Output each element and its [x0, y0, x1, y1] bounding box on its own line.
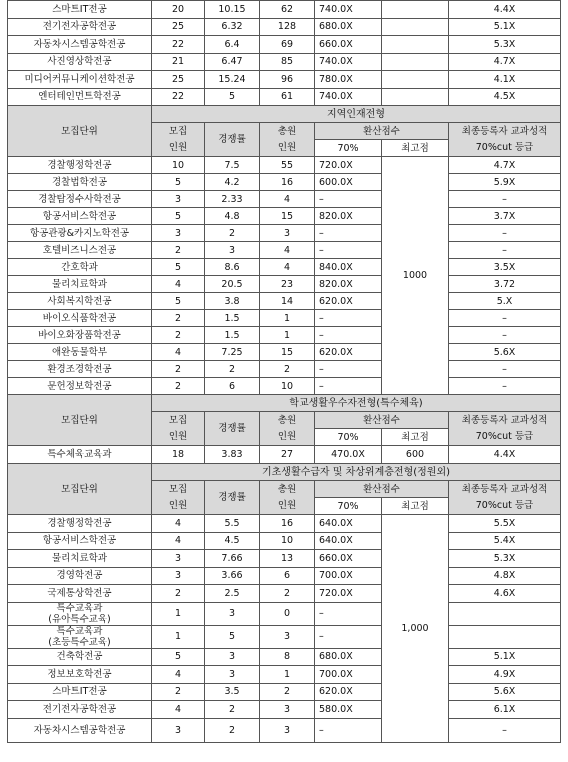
ratio-cell: 15.24: [205, 71, 260, 89]
unit-cell: 자동차시스템공학전공: [8, 36, 152, 54]
table-row: [8, 18, 561, 36]
header-unit: 모집단위: [8, 464, 152, 515]
total-cell: 1: [260, 327, 315, 344]
quota-cell: 2: [152, 683, 205, 701]
quota-cell: 4: [152, 532, 205, 550]
header-total: [260, 481, 315, 515]
score-max-cell: [382, 53, 449, 71]
ratio-cell: 1.5: [205, 327, 260, 344]
table-row: [8, 276, 561, 293]
header-score-max: 최고점: [382, 140, 449, 157]
ratio-cell: 4.2: [205, 174, 260, 191]
score-70-cell: 620.0X: [315, 683, 382, 701]
table-row: [8, 174, 561, 191]
final-grade-cell: 4.4X: [449, 1, 561, 19]
table-row: [8, 225, 561, 242]
table-row: [8, 683, 561, 701]
quota-cell: 3: [152, 567, 205, 585]
unit-cell: 항공관광&카지노학전공: [8, 225, 152, 242]
ratio-cell: 2: [205, 225, 260, 242]
unit-cell: 전기전자공학전공: [8, 701, 152, 719]
unit-cell: 사진영상학전공: [8, 53, 152, 71]
header-final-1: 최종등록자 교과성적: [461, 484, 548, 495]
unit-cell: 사회복지학전공: [8, 293, 152, 310]
unit-cell: 국제통상학전공: [8, 585, 152, 603]
ratio-cell: 2: [205, 701, 260, 719]
unit-cell: 전기전자공학전공: [8, 18, 152, 36]
header-final-1: 최종등록자 교과성적: [461, 415, 548, 426]
score-70-cell: –: [315, 361, 382, 378]
quota-cell: 18: [152, 446, 205, 464]
quota-cell: 4: [152, 276, 205, 293]
header-total-1: 총원: [277, 484, 297, 495]
final-grade-cell: 3.5X: [449, 259, 561, 276]
ratio-cell: 6.47: [205, 53, 260, 71]
table-row: [8, 378, 561, 395]
unit-cell: 엔터테인먼트학전공: [8, 88, 152, 106]
unit-cell: 호텔비즈니스전공: [8, 242, 152, 259]
total-cell: 3: [260, 625, 315, 648]
ratio-cell: 7.5: [205, 157, 260, 174]
ratio-cell: 3: [205, 666, 260, 684]
quota-cell: 5: [152, 259, 205, 276]
total-cell: 16: [260, 515, 315, 533]
unit-cell: 물리치료학과: [8, 276, 152, 293]
quota-cell: 5: [152, 648, 205, 666]
score-70-cell: –: [315, 310, 382, 327]
unit-cell: 특수교육과 (초등특수교육): [8, 625, 152, 648]
total-cell: 55: [260, 157, 315, 174]
unit-cell: 경찰행정학전공: [8, 515, 152, 533]
final-grade-cell: [449, 625, 561, 648]
header-score-70: 70%: [315, 429, 382, 446]
total-cell: 2: [260, 683, 315, 701]
unit-cell: 건축학전공: [8, 648, 152, 666]
unit-cell: 스마트IT전공: [8, 1, 152, 19]
score-70-cell: 740.0X: [315, 53, 382, 71]
unit-cell: 문헌정보학전공: [8, 378, 152, 395]
quota-cell: 1: [152, 602, 205, 625]
total-cell: 0: [260, 602, 315, 625]
score-70-cell: 660.0X: [315, 36, 382, 54]
header-score-70: 70%: [315, 140, 382, 157]
final-grade-cell: –: [449, 361, 561, 378]
total-cell: 6: [260, 567, 315, 585]
quota-cell: 25: [152, 18, 205, 36]
table-row: [8, 242, 561, 259]
table-row: [8, 88, 561, 106]
final-grade-cell: –: [449, 225, 561, 242]
ratio-cell: 5: [205, 625, 260, 648]
table-row: [8, 567, 561, 585]
header-quota-1: 모집: [168, 126, 188, 137]
ratio-cell: 10.15: [205, 1, 260, 19]
total-cell: 23: [260, 276, 315, 293]
unit-cell: 환경조경학전공: [8, 361, 152, 378]
unit-cell: 스마트IT전공: [8, 683, 152, 701]
score-70-cell: 660.0X: [315, 550, 382, 568]
header-total: [260, 412, 315, 446]
final-grade-cell: 5.3X: [449, 36, 561, 54]
quota-cell: 2: [152, 242, 205, 259]
final-grade-cell: –: [449, 191, 561, 208]
ratio-cell: 3.5: [205, 683, 260, 701]
header-final: [449, 123, 561, 157]
quota-cell: 3: [152, 191, 205, 208]
total-cell: 96: [260, 71, 315, 89]
score-70-cell: 640.0X: [315, 515, 382, 533]
ratio-cell: 5.5: [205, 515, 260, 533]
header-final-2: 70%cut 등급: [475, 500, 534, 511]
final-grade-cell: –: [449, 327, 561, 344]
final-grade-cell: –: [449, 310, 561, 327]
total-cell: 85: [260, 53, 315, 71]
score-70-cell: –: [315, 602, 382, 625]
score-70-cell: –: [315, 718, 382, 742]
table-row: [8, 293, 561, 310]
total-cell: 3: [260, 225, 315, 242]
header-unit: 모집단위: [8, 106, 152, 157]
total-cell: 15: [260, 208, 315, 225]
section-header-row: [8, 395, 561, 412]
score-70-cell: 740.0X: [315, 1, 382, 19]
quota-cell: 2: [152, 378, 205, 395]
ratio-cell: 6.4: [205, 36, 260, 54]
ratio-cell: 3: [205, 242, 260, 259]
section-title: 학교생활우수자전형(특수체육): [152, 395, 561, 412]
score-70-cell: 720.0X: [315, 157, 382, 174]
header-quota-1: 모집: [168, 415, 188, 426]
table-row: [8, 361, 561, 378]
unit-cell: 항공서비스학전공: [8, 532, 152, 550]
header-quota: [152, 412, 205, 446]
score-70-cell: 700.0X: [315, 666, 382, 684]
total-cell: 27: [260, 446, 315, 464]
quota-cell: 5: [152, 174, 205, 191]
table-row: [8, 701, 561, 719]
ratio-cell: 6: [205, 378, 260, 395]
quota-cell: 25: [152, 71, 205, 89]
final-grade-cell: 5.X: [449, 293, 561, 310]
final-grade-cell: 5.6X: [449, 344, 561, 361]
header-quota-2: 인원: [168, 142, 188, 153]
final-grade-cell: 4.1X: [449, 71, 561, 89]
quota-cell: 3: [152, 550, 205, 568]
max-score-cell: 1000: [382, 157, 449, 395]
final-grade-cell: 4.4X: [449, 446, 561, 464]
header-final: [449, 481, 561, 515]
header-total-2: 인원: [277, 142, 297, 153]
header-score: 환산점수: [315, 412, 449, 429]
ratio-cell: 2: [205, 361, 260, 378]
final-grade-cell: 6.1X: [449, 701, 561, 719]
ratio-cell: 2.33: [205, 191, 260, 208]
header-unit: 모집단위: [8, 395, 152, 446]
ratio-cell: 3: [205, 602, 260, 625]
header-score-max: 최고점: [382, 498, 449, 515]
final-grade-cell: 5.5X: [449, 515, 561, 533]
final-grade-cell: 4.7X: [449, 157, 561, 174]
header-ratio: 경쟁률: [205, 412, 260, 446]
section-header-row: [8, 106, 561, 123]
score-70-cell: 680.0X: [315, 648, 382, 666]
header-quota-1: 모집: [168, 484, 188, 495]
table-row: [8, 666, 561, 684]
header-final-2: 70%cut 등급: [475, 431, 534, 442]
header-total-2: 인원: [277, 500, 297, 511]
score-70-cell: –: [315, 625, 382, 648]
score-70-cell: 720.0X: [315, 585, 382, 603]
quota-cell: 22: [152, 88, 205, 106]
ratio-cell: 8.6: [205, 259, 260, 276]
unit-cell: 경영학전공: [8, 567, 152, 585]
table-row: [8, 157, 561, 174]
total-cell: 2: [260, 585, 315, 603]
final-grade-cell: –: [449, 242, 561, 259]
ratio-cell: 7.25: [205, 344, 260, 361]
total-cell: 1: [260, 666, 315, 684]
header-quota-2: 인원: [168, 431, 188, 442]
score-70-cell: 780.0X: [315, 71, 382, 89]
total-cell: 10: [260, 532, 315, 550]
quota-cell: 4: [152, 344, 205, 361]
score-70-cell: –: [315, 378, 382, 395]
score-max-cell: 600: [382, 446, 449, 464]
header-ratio: 경쟁률: [205, 481, 260, 515]
score-70-cell: 580.0X: [315, 701, 382, 719]
ratio-cell: 3.8: [205, 293, 260, 310]
section-header-row: [8, 464, 561, 481]
ratio-cell: 3: [205, 648, 260, 666]
quota-cell: 2: [152, 361, 205, 378]
total-cell: 128: [260, 18, 315, 36]
unit-cell: 정보보호학전공: [8, 666, 152, 684]
header-score: 환산점수: [315, 481, 449, 498]
table-row: [8, 515, 561, 533]
table-row: [8, 602, 561, 625]
final-grade-cell: 5.6X: [449, 683, 561, 701]
score-70-cell: –: [315, 327, 382, 344]
quota-cell: 10: [152, 157, 205, 174]
final-grade-cell: –: [449, 378, 561, 395]
score-70-cell: 600.0X: [315, 174, 382, 191]
final-grade-cell: 3.7X: [449, 208, 561, 225]
unit-cell: 바이오식품학전공: [8, 310, 152, 327]
header-score-70: 70%: [315, 498, 382, 515]
quota-cell: 20: [152, 1, 205, 19]
table-row: [8, 327, 561, 344]
total-cell: 13: [260, 550, 315, 568]
final-grade-cell: 5.1X: [449, 18, 561, 36]
table-row: [8, 585, 561, 603]
score-70-cell: 680.0X: [315, 18, 382, 36]
final-grade-cell: [449, 602, 561, 625]
quota-cell: 2: [152, 585, 205, 603]
header-total-1: 총원: [277, 126, 297, 137]
unit-cell: 물리치료학과: [8, 550, 152, 568]
quota-cell: 4: [152, 666, 205, 684]
table-row: [8, 259, 561, 276]
header-final: [449, 412, 561, 446]
final-grade-cell: 3.72: [449, 276, 561, 293]
score-70-cell: 740.0X: [315, 88, 382, 106]
table-row: [8, 625, 561, 648]
quota-cell: 4: [152, 701, 205, 719]
table-row: [8, 191, 561, 208]
score-70-cell: 840.0X: [315, 259, 382, 276]
total-cell: 15: [260, 344, 315, 361]
score-70-cell: –: [315, 191, 382, 208]
quota-cell: 1: [152, 625, 205, 648]
final-grade-cell: 5.4X: [449, 532, 561, 550]
score-70-cell: 820.0X: [315, 276, 382, 293]
header-ratio: 경쟁률: [205, 123, 260, 157]
unit-cell: 항공서비스학전공: [8, 208, 152, 225]
admission-results-table: [7, 0, 561, 743]
score-max-cell: [382, 36, 449, 54]
quota-cell: 4: [152, 515, 205, 533]
total-cell: 62: [260, 1, 315, 19]
unit-cell: 특수교육과 (유아특수교육): [8, 602, 152, 625]
total-cell: 14: [260, 293, 315, 310]
table-row: [8, 344, 561, 361]
total-cell: 69: [260, 36, 315, 54]
quota-cell: 3: [152, 718, 205, 742]
table-row: [8, 1, 561, 19]
header-score: 환산점수: [315, 123, 449, 140]
table-row: [8, 532, 561, 550]
max-score-cell: 1,000: [382, 515, 449, 743]
header-quota-2: 인원: [168, 500, 188, 511]
quota-cell: 2: [152, 310, 205, 327]
unit-cell: 특수체육교육과: [8, 446, 152, 464]
quota-cell: 5: [152, 293, 205, 310]
ratio-cell: 4.8: [205, 208, 260, 225]
table-row: [8, 310, 561, 327]
total-cell: 16: [260, 174, 315, 191]
table-row: [8, 71, 561, 89]
total-cell: 2: [260, 361, 315, 378]
unit-cell: 간호학과: [8, 259, 152, 276]
ratio-cell: 20.5: [205, 276, 260, 293]
total-cell: 3: [260, 701, 315, 719]
table-row: [8, 648, 561, 666]
ratio-cell: 3.83: [205, 446, 260, 464]
unit-cell: 경찰탐정수사학전공: [8, 191, 152, 208]
ratio-cell: 2: [205, 718, 260, 742]
score-70-cell: 820.0X: [315, 208, 382, 225]
table-row: [8, 36, 561, 54]
table-row: [8, 550, 561, 568]
table-row: [8, 53, 561, 71]
header-total: [260, 123, 315, 157]
quota-cell: 5: [152, 208, 205, 225]
header-final-1: 최종등록자 교과성적: [461, 126, 548, 137]
quota-cell: 22: [152, 36, 205, 54]
header-quota: [152, 123, 205, 157]
total-cell: 4: [260, 191, 315, 208]
score-70-cell: 470.0X: [315, 446, 382, 464]
unit-cell: 자동차시스템공학전공: [8, 718, 152, 742]
ratio-cell: 2.5: [205, 585, 260, 603]
final-grade-cell: 5.9X: [449, 174, 561, 191]
score-max-cell: [382, 88, 449, 106]
score-70-cell: 620.0X: [315, 293, 382, 310]
total-cell: 8: [260, 648, 315, 666]
header-quota: [152, 481, 205, 515]
ratio-cell: 7.66: [205, 550, 260, 568]
ratio-cell: 1.5: [205, 310, 260, 327]
section-title: 기초생활수급자 및 차상위계층전형(정원외): [152, 464, 561, 481]
score-70-cell: 700.0X: [315, 567, 382, 585]
ratio-cell: 4.5: [205, 532, 260, 550]
score-70-cell: 620.0X: [315, 344, 382, 361]
total-cell: 1: [260, 310, 315, 327]
final-grade-cell: –: [449, 718, 561, 742]
quota-cell: 2: [152, 327, 205, 344]
final-grade-cell: 4.5X: [449, 88, 561, 106]
table-row: [8, 208, 561, 225]
header-total-2: 인원: [277, 431, 297, 442]
unit-cell: 경찰법학전공: [8, 174, 152, 191]
final-grade-cell: 5.3X: [449, 550, 561, 568]
ratio-cell: 3.66: [205, 567, 260, 585]
total-cell: 4: [260, 259, 315, 276]
header-final-2: 70%cut 등급: [475, 142, 534, 153]
final-grade-cell: 4.7X: [449, 53, 561, 71]
quota-cell: 21: [152, 53, 205, 71]
score-70-cell: –: [315, 225, 382, 242]
unit-cell: 경찰행정학전공: [8, 157, 152, 174]
quota-cell: 3: [152, 225, 205, 242]
score-70-cell: 640.0X: [315, 532, 382, 550]
score-max-cell: [382, 18, 449, 36]
header-score-max: 최고점: [382, 429, 449, 446]
unit-cell: 바이오화장품학전공: [8, 327, 152, 344]
section-title: 지역인재전형: [152, 106, 561, 123]
score-max-cell: [382, 71, 449, 89]
ratio-cell: 5: [205, 88, 260, 106]
total-cell: 4: [260, 242, 315, 259]
ratio-cell: 6.32: [205, 18, 260, 36]
final-grade-cell: 4.6X: [449, 585, 561, 603]
unit-cell: 미디어커뮤니케이션학전공: [8, 71, 152, 89]
total-cell: 3: [260, 718, 315, 742]
table-row: [8, 718, 561, 742]
header-total-1: 총원: [277, 415, 297, 426]
total-cell: 61: [260, 88, 315, 106]
final-grade-cell: 4.9X: [449, 666, 561, 684]
final-grade-cell: 4.8X: [449, 567, 561, 585]
unit-cell: 애완동물학부: [8, 344, 152, 361]
score-70-cell: –: [315, 242, 382, 259]
final-grade-cell: 5.1X: [449, 648, 561, 666]
total-cell: 10: [260, 378, 315, 395]
score-max-cell: [382, 1, 449, 19]
table-row: [8, 446, 561, 464]
